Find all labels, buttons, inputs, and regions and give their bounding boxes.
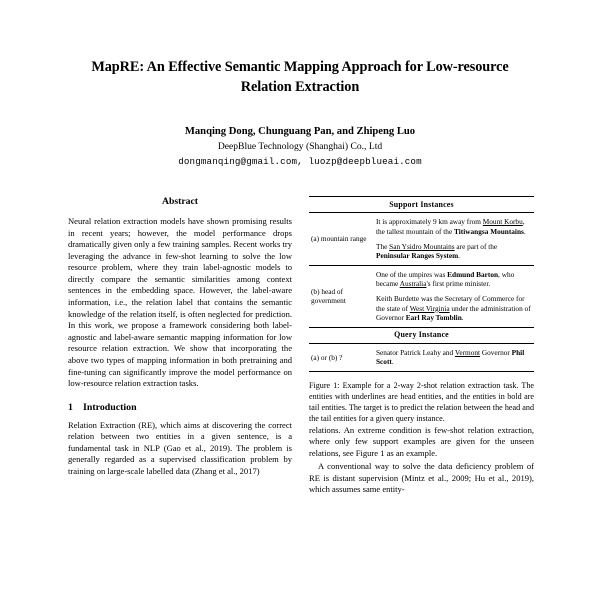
left-column	[68, 196, 292, 600]
instance-fragment: It is approximately 9 km away from	[376, 217, 483, 227]
instance-fragment: .	[461, 313, 464, 323]
head-entity: Australia	[399, 279, 427, 289]
tail-entity: Peninsular Ranges System	[376, 251, 459, 261]
tail-entity: Earl Ray Tomblin	[405, 313, 462, 323]
abstract-heading: Abstract	[161, 196, 199, 207]
table-row	[309, 213, 534, 265]
figure-table-body	[309, 197, 534, 372]
instance-fragment: , the tallest mountain of the	[376, 217, 525, 236]
introduction-paragraph-1: Relation Extraction (RE), which aims at discovering the correct relation between two entities in a given sentence, is a fundamental task in NLP (Gao et al., 2019). The problem is generally regarded as a supervised classification problem by training on large-scale labelled data (Zhang et al., 2017)	[68, 419, 292, 476]
title-block	[0, 0, 600, 167]
section-title: Introduction	[83, 401, 137, 413]
instance-text	[376, 294, 532, 322]
figure-caption: Figure 1: Example for a 2-way 2-shot relation extraction task. The entities with underlines are head entities, and the entities in bold are tail entities. The target is to predict the relation between the head and the tail entities for a given query instance.	[309, 380, 534, 423]
instance-text	[376, 270, 532, 289]
instance-fragment: .	[458, 251, 460, 261]
instance-fragment: .	[391, 357, 394, 367]
instance-text	[376, 217, 532, 236]
support-header-row	[309, 197, 534, 213]
figure-1-table	[309, 196, 534, 372]
instance-fragment: .	[523, 226, 526, 236]
affiliation: DeepBlue Technology (Shanghai) Co., Ltd	[217, 141, 383, 153]
introduction-heading	[68, 402, 292, 413]
head-entity: San Ysidro Mountains	[389, 241, 455, 251]
query-label: (a) or (b) ?	[309, 343, 373, 371]
table-row	[309, 343, 534, 371]
instance-fragment: The	[376, 241, 390, 251]
relation-label-a: (a) mountain range	[309, 213, 373, 265]
instance-fragment: Keith Burdette was the Secretary of Commerce for the state of	[376, 294, 525, 313]
instance-text	[376, 242, 532, 261]
relation-label-b: (b) head of government	[309, 265, 373, 327]
instance-fragment: are part of the	[454, 241, 498, 251]
tail-entity: Phil Scott	[376, 347, 525, 367]
instance-fragment: , who became	[376, 269, 515, 289]
query-header-row	[309, 327, 534, 343]
page-title: MapRE: An Effective Semantic Mapping Approach for Low-resource Relation Extraction	[91, 59, 509, 95]
right-paragraph-next: A conventional way to solve the data deficiency problem of RE is distant supervision (Mintz et al., 2009; Hu et al., 2019), which assumes same entity-	[309, 461, 534, 495]
support-instances-a	[373, 213, 534, 265]
table-row	[309, 265, 534, 327]
author-list: Manqing Dong, Chunguang Pan, and Zhipeng Luo	[184, 126, 416, 138]
right-paragraph-continued: relations. An extreme condition is few-shot relation extraction, where only few support examples are given for the unseen relations, see Figure 1 as an example.	[309, 424, 534, 458]
abstract-text: Neural relation extraction models have shown promising results in recent years; however, the model performance drops dramatically given only a few training samples. Recent works try leveraging the advance in few-shot learning to solve the low resource problem, where they train label-agnostic models to directly compare the semantic similarities among context sentences in the embedding space. However, the label-aware information, i.e., the relation label that contains the semantic knowledge of the relation itself, is often neglected for prediction. In this work, we propose a framework considering both label-agnostic and label-aware semantic mapping information for low resource relation extraction. We show that incorporating the above two types of mapping information in both pretraining and fine-tuning can significantly improve the model performance on low-resource relation extraction tasks.	[68, 216, 292, 389]
tail-entity: Titiwangsa Mountains	[454, 226, 524, 236]
query-instance-header: Query Instance	[309, 327, 534, 343]
tail-entity: Edmund Barton	[447, 269, 499, 279]
instance-fragment: 's first prime minister.	[426, 279, 491, 289]
instance-fragment: Governor	[480, 347, 512, 357]
instance-fragment: Senator Patrick Leahy and	[376, 347, 455, 357]
author-emails: dongmanqing@gmail.com, luozp@deepblueai.com	[178, 156, 422, 168]
instance-fragment: under the administration of Governor	[376, 303, 531, 323]
body-columns	[0, 196, 600, 600]
head-entity: West Virginia	[409, 303, 450, 313]
head-entity: Mount Korbu	[482, 217, 523, 227]
table-bottom-rule-row	[309, 371, 534, 372]
support-instances-header: Support Instances	[309, 197, 534, 213]
instance-fragment: One of the umpires was	[376, 269, 448, 279]
query-instance-text	[373, 343, 534, 371]
instance-text	[376, 348, 532, 367]
right-column	[309, 196, 534, 600]
table-bottom-rule	[309, 371, 534, 372]
head-entity: Vermont	[454, 347, 481, 357]
section-number: 1	[68, 401, 73, 413]
support-instances-b	[373, 265, 534, 327]
